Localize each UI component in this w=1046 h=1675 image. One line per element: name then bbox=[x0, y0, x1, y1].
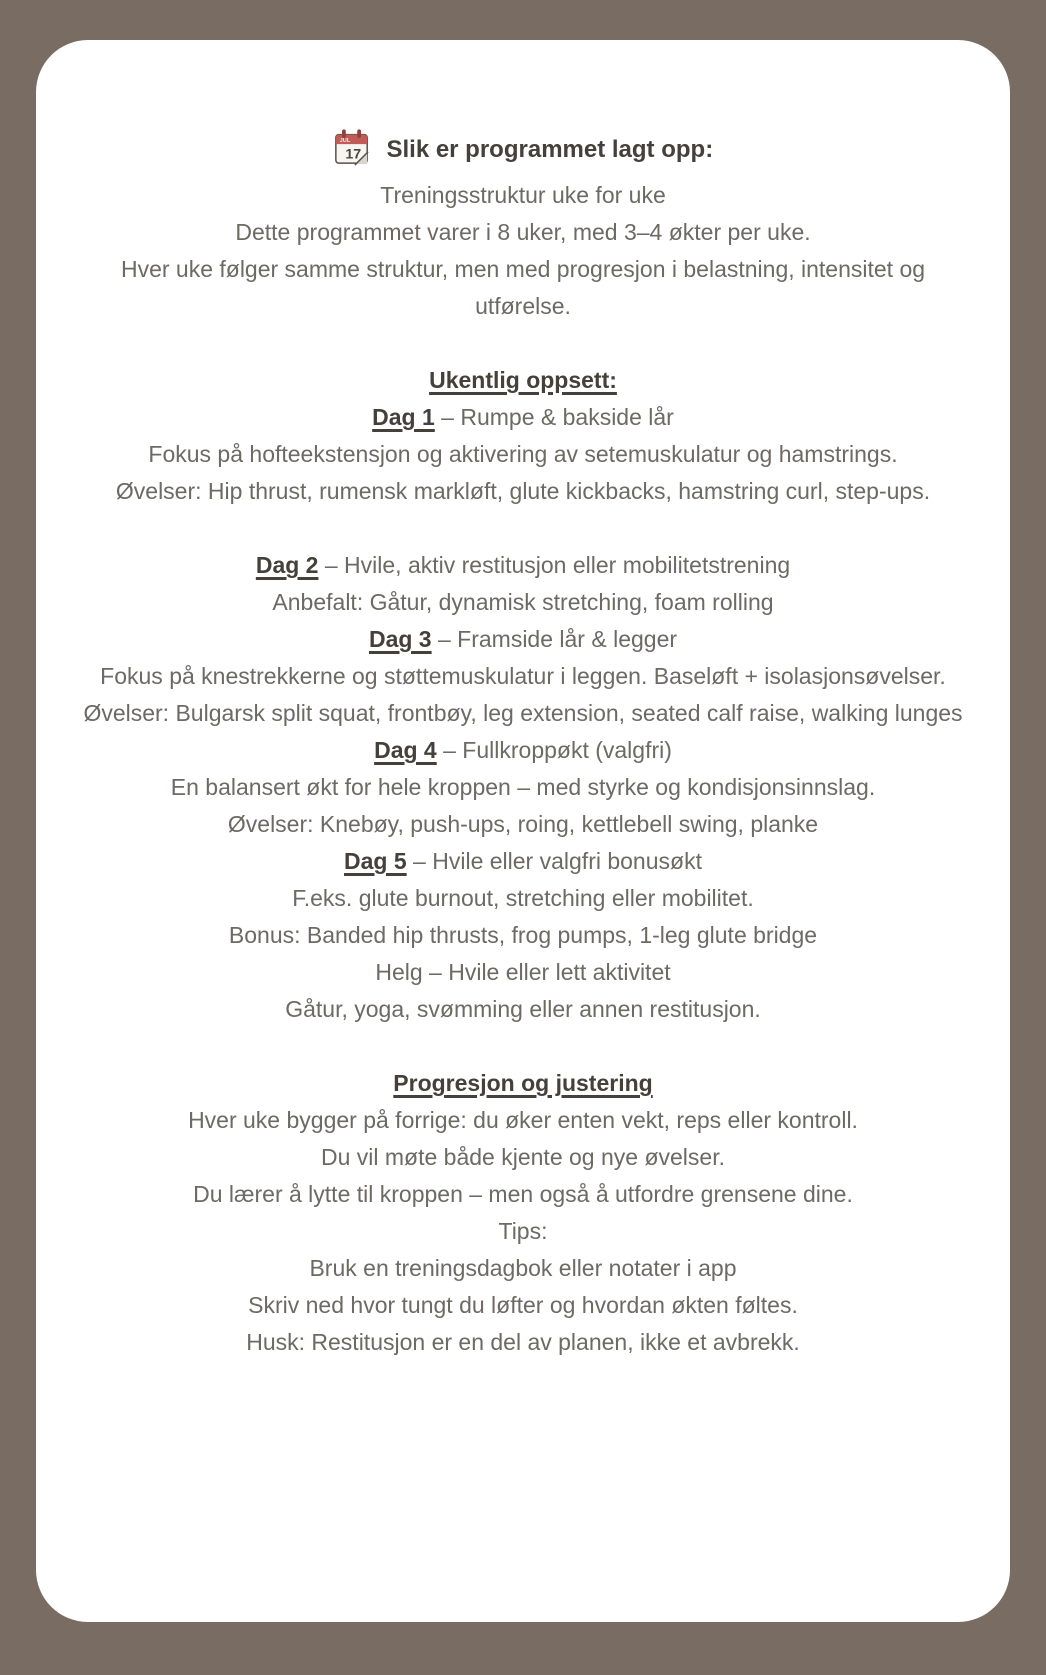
calendar-icon bbox=[333, 128, 371, 177]
day-paragraph: Dag 4 – Fullkroppøkt (valgfri) bbox=[374, 737, 672, 763]
intro-line: Dette programmet varer i 8 uker, med 3–4 økter per uke. bbox=[235, 219, 811, 245]
program-content bbox=[36, 40, 1010, 1361]
svg-text:JUL: JUL bbox=[339, 137, 351, 144]
day-label: Dag 4 bbox=[374, 737, 437, 763]
day-label: Dag 5 bbox=[344, 848, 407, 874]
day-paragraph: Dag 2 – Hvile, aktiv restitusjon eller mobilitetstrening bbox=[255, 552, 791, 578]
text-paragraph: Fokus på hofteekstensjon og aktivering av setemuskulatur og hamstrings. bbox=[148, 441, 898, 467]
text-paragraph: Øvelser: Knebøy, push-ups, roing, kettlebell swing, planke bbox=[227, 811, 819, 837]
text-paragraph: Tips: bbox=[498, 1218, 548, 1244]
intro-line: Hver uke følger samme struktur, men med progresjon i belastning, intensitet og utførelse. bbox=[120, 256, 926, 319]
intro-lines bbox=[82, 177, 964, 325]
day-label: Dag 3 bbox=[368, 626, 432, 652]
text-paragraph: F.eks. glute burnout, stretching eller mobilitet. bbox=[292, 885, 754, 911]
text-paragraph: Bruk en treningsdagbok eller notater i app bbox=[309, 1255, 737, 1281]
text-paragraph: Gåtur, yoga, svømming eller annen restitusjon. bbox=[285, 996, 761, 1022]
section bbox=[82, 547, 964, 1028]
section bbox=[82, 362, 964, 510]
text-paragraph: Fokus på knestrekkerne og støttemuskulatur i leggen. Baseløft + isolasjonsøvelser. bbox=[100, 663, 946, 689]
section-heading-text: Ukentlig oppsett: bbox=[429, 367, 617, 393]
intro-line: Treningsstruktur uke for uke bbox=[380, 182, 666, 208]
day-paragraph: Dag 3 – Framside lår & legger bbox=[368, 626, 678, 652]
sections bbox=[82, 362, 964, 1361]
text-paragraph: Hver uke bygger på forrige: du øker enten vekt, reps eller kontroll. bbox=[188, 1107, 858, 1133]
svg-text:17: 17 bbox=[345, 146, 362, 163]
text-paragraph: Øvelser: Bulgarsk split squat, frontbøy, leg extension, seated calf raise, walking lunges bbox=[83, 700, 963, 726]
page-title bbox=[82, 128, 964, 177]
day-paragraph: Dag 5 – Hvile eller valgfri bonusøkt bbox=[344, 848, 702, 874]
day-label: Dag 2 bbox=[255, 552, 319, 578]
section bbox=[82, 1065, 964, 1361]
text-paragraph: En balansert økt for hele kroppen – med styrke og kondisjonsinnslag. bbox=[170, 774, 876, 800]
text-paragraph: Du vil møte både kjente og nye øvelser. bbox=[321, 1144, 725, 1170]
page-title-text: Slik er programmet lagt opp: bbox=[386, 136, 714, 163]
text-paragraph: Øvelser: Hip thrust, rumensk markløft, glute kickbacks, hamstring curl, step-ups. bbox=[115, 478, 931, 504]
text-paragraph: Bonus: Banded hip thrusts, frog pumps, 1-leg glute bridge bbox=[228, 922, 818, 948]
text-paragraph: Anbefalt: Gåtur, dynamisk stretching, foam rolling bbox=[272, 589, 774, 615]
section-heading bbox=[82, 1065, 964, 1102]
text-paragraph: Helg – Hvile eller lett aktivitet bbox=[375, 959, 671, 985]
text-paragraph: Husk: Restitusjon er en del av planen, ikke et avbrekk. bbox=[246, 1329, 800, 1355]
day-label: Dag 1 bbox=[372, 404, 435, 430]
section-heading bbox=[82, 362, 964, 399]
text-paragraph: Skriv ned hvor tungt du løfter og hvordan økten føltes. bbox=[248, 1292, 798, 1318]
text-paragraph: Du lærer å lytte til kroppen – men også å utfordre grensene dine. bbox=[193, 1181, 853, 1207]
section-heading-text: Progresjon og justering bbox=[393, 1070, 653, 1096]
program-card bbox=[36, 40, 1010, 1622]
day-paragraph: Dag 1 – Rumpe & bakside lår bbox=[372, 404, 674, 430]
